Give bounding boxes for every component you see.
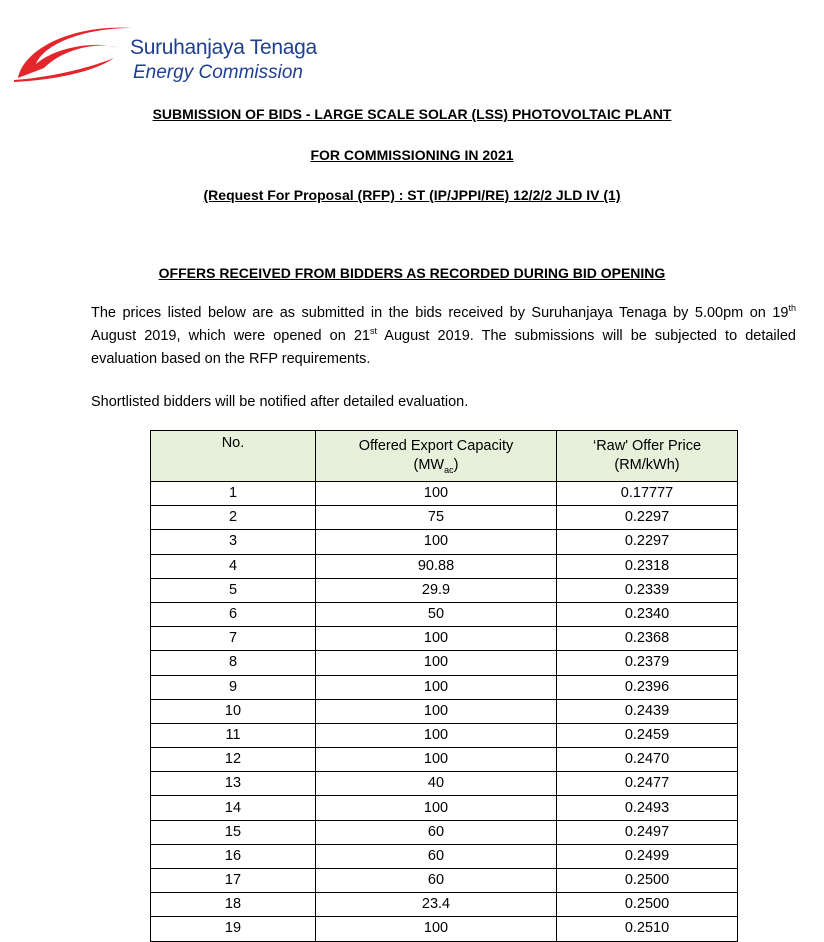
cell-no: 15 [151,820,316,844]
cell-no: 12 [151,748,316,772]
cell-capacity: 100 [316,699,557,723]
cell-price: 0.2500 [557,893,738,917]
header-price: ‘Raw' Offer Price (RM/kWh) [557,431,738,482]
cell-capacity: 29.9 [316,578,557,602]
table-row [151,554,738,578]
cell-price: 0.2297 [557,506,738,530]
cell-price: 0.2477 [557,772,738,796]
notice-paragraph: Shortlisted bidders will be notified after detailed evaluation. [91,394,469,410]
cell-no: 7 [151,627,316,651]
intro-paragraph: The prices listed below are as submitted in the bids received by Suruhanjaya Tenaga by 5.00pm on 19th August 2019, which were opened on 21st August 2019. The submissions will be subjected to detailed evaluation based on the RFP requirements. [91,303,796,367]
table-row [151,651,738,675]
cell-price: 0.2493 [557,796,738,820]
cell-capacity: 75 [316,506,557,530]
cell-capacity: 60 [316,869,557,893]
table-row [151,796,738,820]
cell-no: 9 [151,675,316,699]
table-row [151,748,738,772]
cell-price: 0.2439 [557,699,738,723]
header-no: No. [151,431,316,482]
cell-no: 6 [151,602,316,626]
cell-no: 13 [151,772,316,796]
logo-text-malay: Suruhanjaya Tenaga [130,36,317,59]
table-row [151,844,738,868]
cell-no: 3 [151,530,316,554]
table-row [151,820,738,844]
cell-capacity: 100 [316,651,557,675]
cell-price: 0.2368 [557,627,738,651]
cell-capacity: 23.4 [316,893,557,917]
table-row [151,627,738,651]
table-row [151,602,738,626]
swoosh-logo-icon [14,18,134,86]
table-row [151,482,738,506]
cell-no: 2 [151,506,316,530]
cell-capacity: 90.88 [316,554,557,578]
cell-price: 0.2510 [557,917,738,941]
table-row [151,578,738,602]
table-row [151,506,738,530]
cell-capacity: 100 [316,723,557,747]
cell-capacity: 40 [316,772,557,796]
cell-price: 0.2339 [557,578,738,602]
cell-capacity: 100 [316,796,557,820]
table-row [151,530,738,554]
cell-no: 19 [151,917,316,941]
cell-no: 10 [151,699,316,723]
table-header-row [151,431,738,482]
cell-no: 11 [151,723,316,747]
header-capacity: Offered Export Capacity $(MW_{ac})$ [316,431,557,482]
cell-price: 0.2499 [557,844,738,868]
cell-price: 0.2340 [557,602,738,626]
cell-no: 8 [151,651,316,675]
cell-no: 5 [151,578,316,602]
rfp-reference: (Request For Proposal (RFP) : ST (IP/JPPI/RE) 12/2/2 JLD IV (1) [203,187,621,203]
cell-price: 0.2500 [557,869,738,893]
cell-price: 0.2470 [557,748,738,772]
table-body [151,482,738,942]
table-row [151,917,738,941]
cell-no: 14 [151,796,316,820]
cell-capacity: 100 [316,675,557,699]
logo [14,18,354,88]
cell-price: 0.2396 [557,675,738,699]
cell-capacity: 60 [316,820,557,844]
cell-no: 16 [151,844,316,868]
cell-price: 0.2318 [557,554,738,578]
cell-price: 0.2379 [557,651,738,675]
cell-price: 0.2459 [557,723,738,747]
table-row [151,699,738,723]
bids-table [150,430,738,942]
table-row [151,869,738,893]
cell-capacity: 100 [316,627,557,651]
cell-no: 4 [151,554,316,578]
table-row [151,772,738,796]
section-heading: OFFERS RECEIVED FROM BIDDERS AS RECORDED DURING BID OPENING [158,265,666,281]
cell-capacity: 50 [316,602,557,626]
logo-text-english: Energy Commission [133,62,303,83]
table-row [151,893,738,917]
table-row [151,723,738,747]
cell-capacity: 100 [316,917,557,941]
table-row [151,675,738,699]
document-title: SUBMISSION OF BIDS - LARGE SCALE SOLAR (LSS) PHOTOVOLTAIC PLANT [152,106,672,122]
cell-no: 1 [151,482,316,506]
cell-price: 0.2297 [557,530,738,554]
cell-price: 0.2497 [557,820,738,844]
cell-no: 18 [151,893,316,917]
cell-no: 17 [151,869,316,893]
cell-capacity: 100 [316,482,557,506]
cell-capacity: 100 [316,748,557,772]
cell-price: 0.17777 [557,482,738,506]
cell-capacity: 60 [316,844,557,868]
document-subtitle: FOR COMMISSIONING IN 2021 [310,147,514,163]
cell-capacity: 100 [316,530,557,554]
